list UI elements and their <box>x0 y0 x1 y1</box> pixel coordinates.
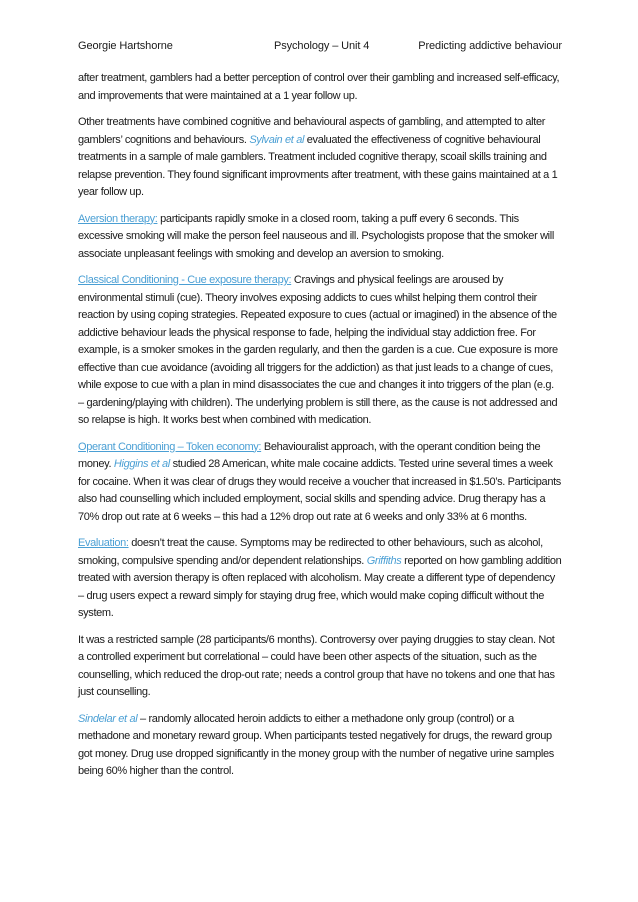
paragraph-gambling-followup <box>78 70 562 105</box>
paragraph-text: Behaviouralist approach, with the operant condition being the money. <box>78 440 541 470</box>
header-topic: Predicting addictive behaviour <box>418 40 562 52</box>
paragraph-text: reported on how gambling addition treated with aversion therapy is often replaced with alcoholism. May create a different type of dependency – drug users expect a reward simply for staying drug free, which would make coping difficult without the system. <box>78 554 562 619</box>
paragraph-aversion-therapy <box>78 211 562 264</box>
paragraph-sindelar <box>78 711 562 781</box>
citation-griffiths: Griffiths <box>366 554 402 567</box>
paragraph-text: Cravings and physical feelings are aroused by environmental stimuli (cue). Theory involves exposing addicts to cues whilst helping them control their reaction by using coping strategies. Repeated exposure to cues (actual or imagined) in the absence of the addictive behaviour leads the physical response to fade, helping the individual stay addiction free. For example, is a smoker smokes in the garden regularly, and then the garden is a cue. Cue exposure is more effective than cue avoidance (avoiding all triggers for the addiction) as that just leads to a change of cues, while expose to cue with a plan in mind disassociates the cue and changes it into triggers of the plan (e.g. – gardening/playing with children). The underlying problem is still there, as the cause is not addressed and so relapse is high. It works best when combined with medication. <box>78 274 558 426</box>
paragraph-cbt-gambling <box>78 114 562 202</box>
heading-link-token-economy[interactable]: Operant Conditioning – Token economy: <box>78 440 262 453</box>
paragraph-text: after treatment, gamblers had a better perception of control over their gambling and increased self-efficacy, and improvements that were maintained at a 1 year follow up. <box>78 72 560 102</box>
paragraph-restricted-sample <box>78 632 562 702</box>
paragraph-cue-exposure <box>78 272 562 430</box>
citation-higgins: Higgins et al <box>113 458 170 470</box>
paragraph-text: doesn’t treat the cause. Symptoms may be redirected to other behaviours, such as alcohol, smoking, compulsive spending and/or dependent relationships. <box>78 537 543 567</box>
heading-link-evaluation[interactable]: Evaluation: <box>78 537 129 549</box>
heading-link-aversion-therapy[interactable]: Aversion therapy: <box>78 212 158 225</box>
paragraph-token-economy <box>78 439 562 527</box>
header-author: Georgie Hartshorne <box>78 40 173 52</box>
header-course: Psychology – Unit 4 <box>274 40 370 52</box>
paragraph-text: – randomly allocated heroin addicts to either a methadone only group (control) or a methadone and monetary reward group. When participants tested negatively for drugs, the reward group got money. Drug use dropped significantly in the money group with the number of negative urine samples being 60% higher than the control. <box>78 712 554 777</box>
paragraph-text: Other treatments have combined cognitive and behavioural aspects of gambling, and attempted to alter gamblers’ cognitions and behaviours. <box>78 116 546 146</box>
paragraph-text: It was a restricted sample (28 participants/6 months). Controversy over paying druggies to stay clean. Not a controlled experiment but correlational – could have been other aspects of the situation, such as the counselling, which reduced the drop-out rate; needs a control group that have no tokens and one that has just counselling. <box>78 633 555 698</box>
page-header <box>78 40 562 56</box>
paragraph-text: participants rapidly smoke in a closed room, taking a puff every 6 seconds. This excessive smoking will make the person feel nauseous and ill. Psychologists propose that the smoker will associate unpleasant feelings with smoking and develop an aversion to smoking. <box>78 212 554 260</box>
citation-sindelar: Sindelar et al <box>78 712 138 725</box>
citation-sylvain: Sylvain et al <box>249 133 305 146</box>
paragraph-text: evaluated the effectiveness of cognitive behavioural treatments in a sample of male gamblers. Treatment included cognitive therapy, scoail skills training and relapse prevention. They found significant improvments after treatment, with these gains maintained at a 1 year follow up. <box>78 133 558 198</box>
document-body <box>78 70 562 790</box>
paragraph-evaluation <box>78 535 562 623</box>
paragraph-text: studied 28 American, white male cocaine addicts. Tested urine several times a week for cocaine. When it was clear of drugs they would receive a voucher that increased in $1.50’s. Participants also had counselling which included employment, social skills and spending advice. Drug therapy has a 70% drop out rate at 6 weeks – this had a 12% drop out rate at 6 weeks and only 33% at 6 months. <box>78 458 561 523</box>
heading-link-cue-exposure[interactable]: Classical Conditioning - Cue exposure therapy: <box>78 274 292 286</box>
